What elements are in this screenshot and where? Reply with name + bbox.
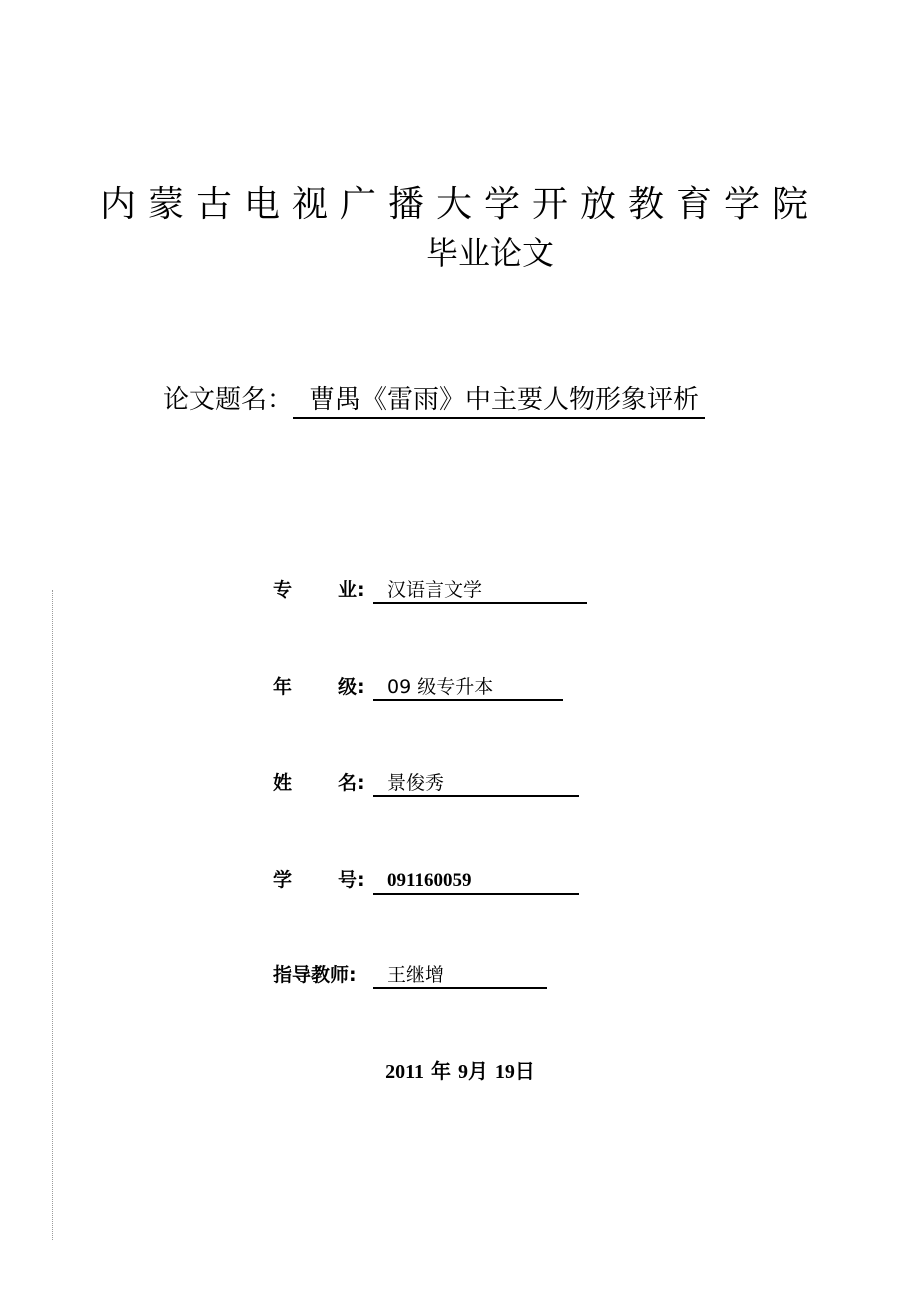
thesis-title-row <box>163 380 705 420</box>
thesis-title-label: 论文题名： <box>163 385 294 415</box>
document-type: 毕业论文 <box>425 234 554 272</box>
field-grade-label: 年 级: <box>273 676 365 698</box>
field-grade <box>273 672 563 702</box>
field-student-id-value: 091160059 <box>373 869 579 895</box>
field-name-value: 景俊秀 <box>373 771 579 797</box>
date-day-unit: 日 <box>514 1059 535 1083</box>
date-month: 9 <box>457 1061 468 1083</box>
thesis-title-value: 曹禺《雷雨》中主要人物形象评析 <box>293 383 705 419</box>
field-name <box>273 768 579 798</box>
field-student-id-label: 学 号: <box>273 869 365 891</box>
field-advisor-label: 指导教师: <box>273 964 357 986</box>
field-major-label: 专 业: <box>273 579 365 601</box>
field-advisor <box>273 960 547 990</box>
binding-margin-line <box>52 590 53 1240</box>
field-grade-value: 09 级专升本 <box>373 675 563 701</box>
field-major-value: 汉语言文学 <box>373 578 587 604</box>
field-advisor-value: 王继增 <box>373 963 547 989</box>
date-year: 2011 <box>385 1061 424 1083</box>
field-name-label: 姓 名: <box>273 772 365 794</box>
field-major <box>273 575 587 605</box>
date-month-unit: 月 <box>467 1059 488 1083</box>
field-student-id <box>273 865 579 895</box>
school-name: 内蒙古电视广播大学开放教育学院 <box>99 184 820 225</box>
submission-date <box>0 1056 920 1087</box>
date-day: 19 <box>494 1061 515 1083</box>
date-year-unit: 年 <box>430 1059 451 1083</box>
